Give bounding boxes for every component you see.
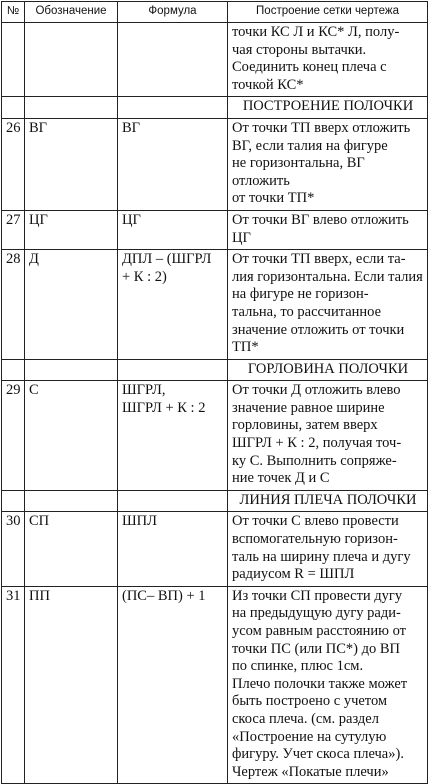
section-heading: ЛИНИЯ ПЛЕЧА ПОЛОЧКИ	[228, 490, 428, 512]
designation: ВГ	[25, 118, 118, 210]
formula: ВГ	[118, 118, 228, 210]
formula: ДПЛ – (ШГРЛ + К : 2)	[118, 250, 228, 360]
construction-text: От точки Д отложить влево значение равное ширине горловины, затем вверх ШГРЛ + К : 2, получая точ- ку С. Выполнить сопряже- ние точек Д и С	[228, 381, 428, 491]
table-row	[2, 210, 428, 249]
cell-empty	[118, 97, 228, 119]
row-number: 27	[2, 210, 25, 249]
construction-text: точки КС Л и КС* Л, полу- чая стороны вытачки. Соединить конец плеча с точкой КС*	[228, 23, 428, 97]
table-row	[2, 250, 428, 360]
cell-empty	[118, 490, 228, 512]
header-construction: Построение сетки чертежа	[228, 2, 428, 23]
cell-empty	[2, 97, 25, 119]
formula: ЦГ	[118, 210, 228, 249]
designation: Д	[25, 250, 118, 360]
construction-text: От точки ТП вверх отложить ВГ, если талия на фигуре не горизонтальна, ВГ отложить от точки ТП*	[228, 118, 428, 210]
construction-text: От точки ТП вверх, если та- лия горизонтальна. Если талия на фигуре не горизон- тальна, то рассчитанное значение отложить от точки ТП*	[228, 250, 428, 360]
formula: (ПС– ВП) + 1	[118, 586, 228, 784]
section-heading: ПОСТРОЕНИЕ ПОЛОЧКИ	[228, 97, 428, 119]
designation: С	[25, 381, 118, 491]
cell-empty	[2, 359, 25, 381]
table-row	[2, 118, 428, 210]
row-number: 30	[2, 512, 25, 586]
cell-empty	[25, 23, 118, 97]
cell-empty	[2, 23, 25, 97]
row-number: 26	[2, 118, 25, 210]
cell-empty	[2, 490, 25, 512]
section-row	[2, 490, 428, 512]
table-row	[2, 512, 428, 586]
cell-empty	[25, 359, 118, 381]
construction-text: От точки ВГ влево отложить ЦГ	[228, 210, 428, 249]
row-number: 29	[2, 381, 25, 491]
section-heading: ГОРЛОВИНА ПОЛОЧКИ	[228, 359, 428, 381]
table-row	[2, 381, 428, 491]
construction-table	[1, 1, 428, 784]
designation: ЦГ	[25, 210, 118, 249]
table-row-continuation	[2, 23, 428, 97]
table-row	[2, 586, 428, 784]
cell-empty	[118, 23, 228, 97]
header-number: №	[2, 2, 25, 23]
header-designation: Обозначение	[25, 2, 118, 23]
section-row	[2, 97, 428, 119]
header-formula: Формула	[118, 2, 228, 23]
designation: ПП	[25, 586, 118, 784]
row-number: 28	[2, 250, 25, 360]
designation: СП	[25, 512, 118, 586]
cell-empty	[25, 97, 118, 119]
row-number: 31	[2, 586, 25, 784]
construction-text: От точки С влево провести вспомогательную горизон- таль на ширину плеча и дугу радиусом R = ШПЛ	[228, 512, 428, 586]
cell-empty	[25, 490, 118, 512]
table-header-row	[2, 2, 428, 23]
construction-text: Из точки СП провести дугу на предыдущую дугу ради- усом равным расстоянию от точки ПС (или ПС*) до ВП по спинке, плюс 1см. Плечо полочки также может быть построено с учетом скоса плеча. (см. раздел «Построение на сутулую фигуру. Учет скоса плеча»). Чертеж «Покатые плечи»	[228, 586, 428, 784]
formula: ШГРЛ, ШГРЛ + К : 2	[118, 381, 228, 491]
section-row	[2, 359, 428, 381]
formula: ШПЛ	[118, 512, 228, 586]
cell-empty	[118, 359, 228, 381]
